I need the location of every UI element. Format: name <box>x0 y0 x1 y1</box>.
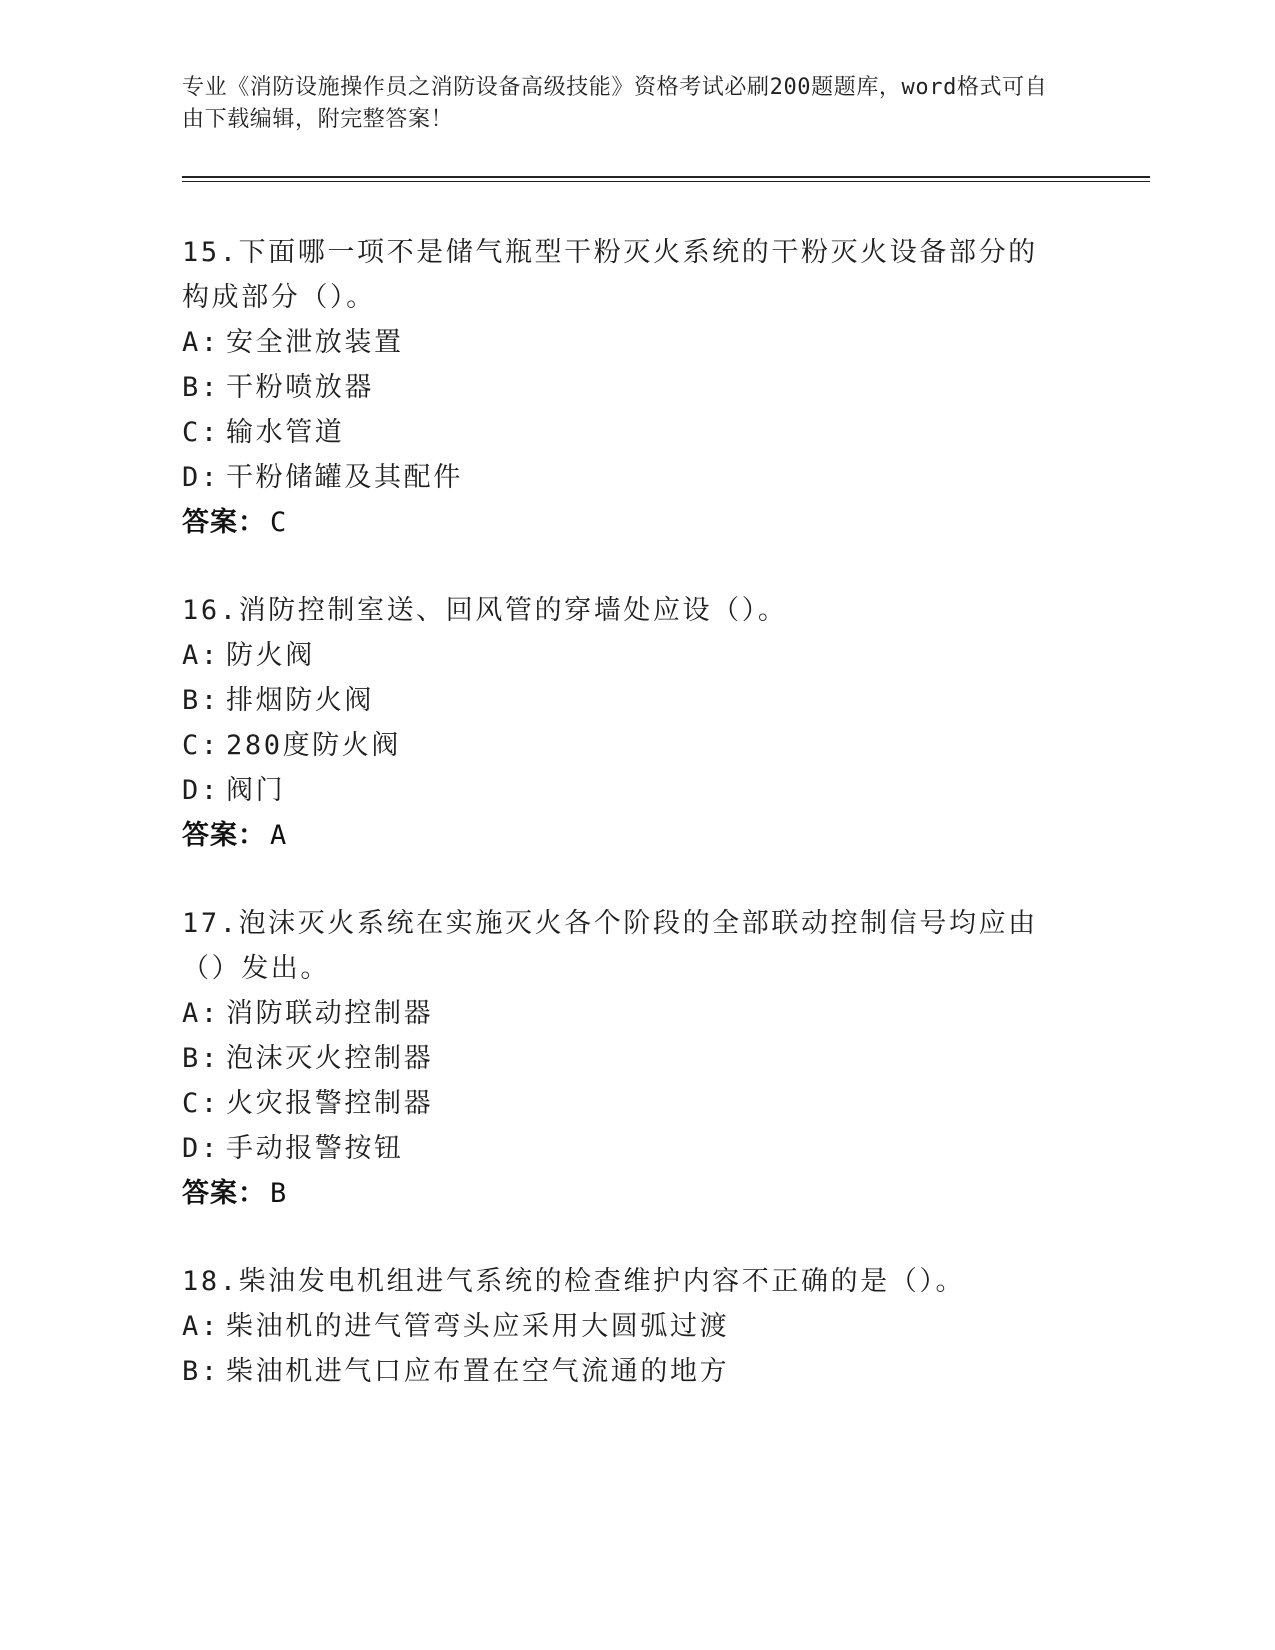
document-header: 专业《消防设施操作员之消防设备高级技能》资格考试必刷200题题库，word格式可自由下载编辑，附完整答案！ <box>182 75 1048 132</box>
option-key: C: <box>182 730 220 761</box>
option-text: 火灾报警控制器 <box>226 1088 434 1119</box>
option-c <box>182 723 1062 768</box>
option-text: 280度防火阀 <box>226 730 401 761</box>
option-b <box>182 365 1062 410</box>
option-text: 安全泄放装置 <box>226 327 404 358</box>
option-key: B: <box>182 1043 220 1074</box>
option-text: 柴油机的进气管弯头应采用大圆弧过渡 <box>226 1311 730 1342</box>
option-b <box>182 1036 1062 1081</box>
option-key: A: <box>182 998 220 1029</box>
option-text: 排烟防火阀 <box>226 685 374 716</box>
answer-value: B <box>270 1178 288 1209</box>
option-key: D: <box>182 462 220 493</box>
option-key: B: <box>182 685 220 716</box>
option-text: 干粉喷放器 <box>226 372 374 403</box>
question-stem: 16.消防控制室送、回风管的穿墙处应设（）。 <box>182 595 788 626</box>
answer-value: C <box>270 507 288 538</box>
question-15 <box>182 230 1062 546</box>
answer-label: 答案： <box>182 820 266 851</box>
option-c <box>182 410 1062 455</box>
option-a <box>182 633 1062 678</box>
option-key: D: <box>182 1133 220 1164</box>
option-c <box>182 1081 1062 1126</box>
question-stem: 18.柴油发电机组进气系统的检查维护内容不正确的是（）。 <box>182 1266 966 1297</box>
question-17 <box>182 901 1062 1217</box>
option-key: C: <box>182 1088 220 1119</box>
option-text: 泡沫灭火控制器 <box>226 1043 434 1074</box>
option-d <box>182 768 1062 813</box>
question-stem: 15.下面哪一项不是储气瓶型干粉灭火系统的干粉灭火设备部分的构成部分（）。 <box>182 237 1038 313</box>
header-divider-thin <box>182 181 1150 182</box>
option-key: A: <box>182 640 220 671</box>
option-text: 阀门 <box>226 775 286 806</box>
option-a <box>182 1304 1062 1349</box>
option-text: 输水管道 <box>226 417 345 448</box>
question-stem: 17.泡沫灭火系统在实施灭火各个阶段的全部联动控制信号均应由（）发出。 <box>182 908 1038 984</box>
option-key: A: <box>182 327 220 358</box>
answer-line <box>182 813 1062 859</box>
option-b <box>182 678 1062 723</box>
option-b <box>182 1349 1062 1394</box>
header-divider-thick <box>182 176 1150 178</box>
answer-label: 答案： <box>182 507 266 538</box>
question-16 <box>182 588 1062 859</box>
answer-line <box>182 1171 1062 1217</box>
option-text: 消防联动控制器 <box>226 998 434 1029</box>
option-a <box>182 991 1062 1036</box>
option-a <box>182 320 1062 365</box>
option-key: A: <box>182 1311 220 1342</box>
option-text: 手动报警按钮 <box>226 1133 404 1164</box>
option-key: D: <box>182 775 220 806</box>
option-key: B: <box>182 372 220 403</box>
answer-line <box>182 500 1062 546</box>
option-text: 防火阀 <box>226 640 315 671</box>
question-list <box>182 230 1062 1436</box>
option-d <box>182 455 1062 500</box>
question-18 <box>182 1259 1062 1394</box>
option-d <box>182 1126 1062 1171</box>
option-key: C: <box>182 417 220 448</box>
option-key: B: <box>182 1356 220 1387</box>
answer-label: 答案： <box>182 1178 266 1209</box>
answer-value: A <box>270 820 288 851</box>
option-text: 柴油机进气口应布置在空气流通的地方 <box>226 1356 730 1387</box>
option-text: 干粉储罐及其配件 <box>226 462 463 493</box>
